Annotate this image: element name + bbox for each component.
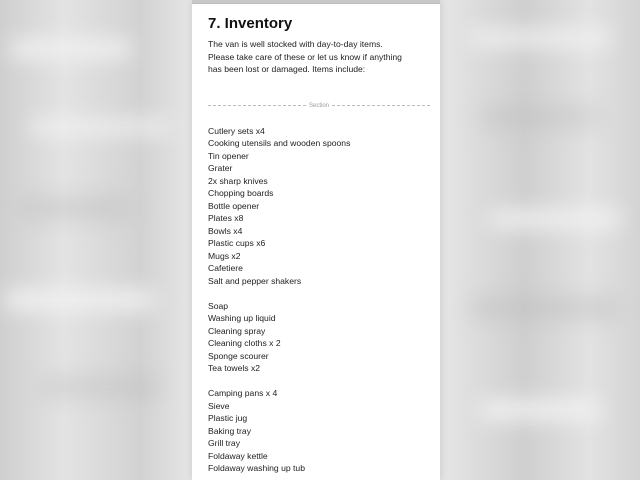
document-content <box>208 14 430 475</box>
list-item: Cooking utensils and wooden spoons <box>208 138 351 148</box>
list-item: Grater <box>208 163 233 173</box>
list-item: Cleaning spray <box>208 325 266 336</box>
page-top-edge <box>192 0 440 4</box>
page-title: 7. Inventory <box>208 15 293 32</box>
list-item: 2x sharp knives <box>208 175 268 186</box>
list-item: Plastic cups x6 <box>208 238 266 248</box>
list-item: Baking tray <box>208 425 251 436</box>
inventory-group-cleaning <box>208 300 430 375</box>
list-item: Chopping boards <box>208 188 274 198</box>
intro-line: The van is well stocked with day-to-day items. <box>208 39 383 49</box>
list-item: Soap <box>208 300 229 311</box>
list-item: Mugs x2 <box>208 250 241 261</box>
list-item: Sponge scourer <box>208 350 269 361</box>
divider-dash-right <box>332 105 430 106</box>
intro-line: has been lost or damaged. Items include: <box>208 64 366 74</box>
intro-paragraph <box>208 38 430 76</box>
list-item: Plastic jug <box>208 413 248 423</box>
list-item: Cutlery sets x4 <box>208 125 265 136</box>
inventory-group-cookware <box>208 387 430 475</box>
list-item: Foldaway washing up tub <box>208 463 305 473</box>
section-divider <box>208 101 430 111</box>
list-item: Bottle opener <box>208 200 260 211</box>
document-page <box>192 0 440 480</box>
list-item: Sieve <box>208 400 230 411</box>
divider-dash-left <box>208 105 306 106</box>
list-item: Tea towels x2 <box>208 363 261 373</box>
section-label: Section <box>309 102 330 109</box>
list-item: Grill tray <box>208 438 240 448</box>
list-item: Bowls x4 <box>208 225 243 236</box>
inventory-group-kitchen <box>208 125 430 288</box>
intro-line: Please take care of these or let us know if anything <box>208 51 402 62</box>
list-item: Salt and pepper shakers <box>208 275 302 286</box>
list-item: Foldaway kettle <box>208 450 268 461</box>
list-item: Plates x8 <box>208 213 244 223</box>
list-item: Tin opener <box>208 150 249 161</box>
list-item: Cleaning cloths x 2 <box>208 338 281 348</box>
list-item: Washing up liquid <box>208 313 276 323</box>
list-item: Camping pans x 4 <box>208 388 278 398</box>
list-item: Cafetiere <box>208 263 243 273</box>
